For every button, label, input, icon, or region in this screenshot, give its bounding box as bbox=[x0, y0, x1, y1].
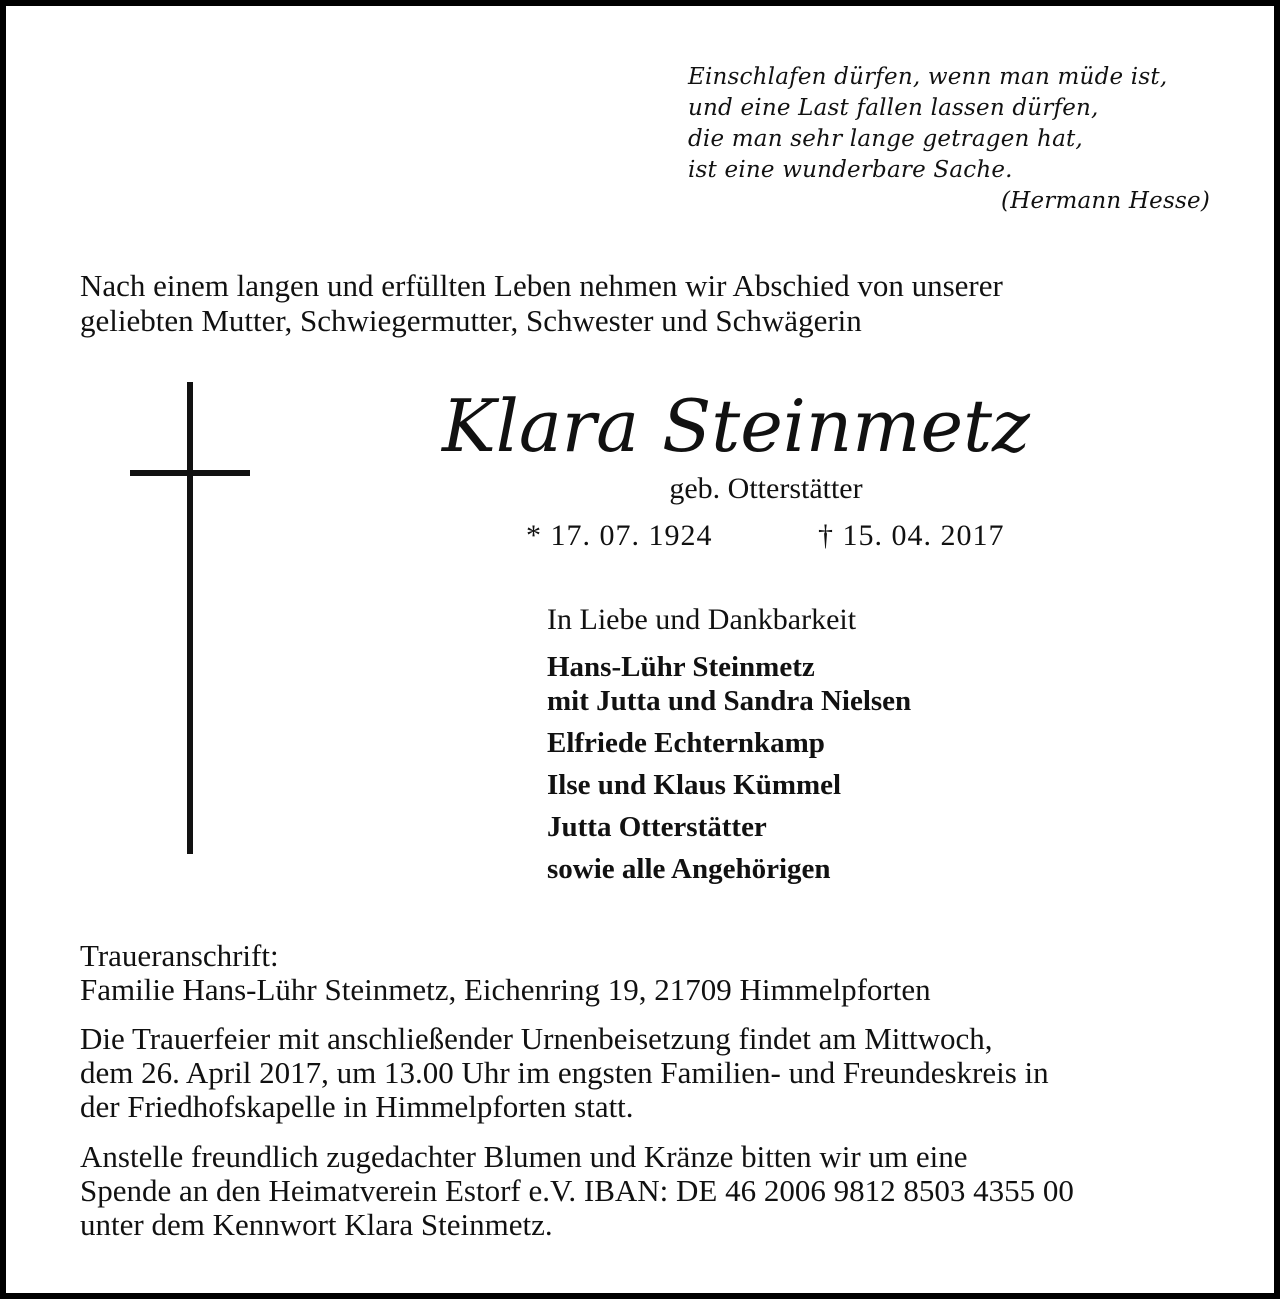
birth-name: geb. Otterstätter bbox=[669, 472, 863, 505]
cross-icon bbox=[130, 382, 250, 854]
donation-info bbox=[80, 1140, 1220, 1242]
mourners-lead: In Liebe und Dankbarkeit bbox=[547, 603, 857, 636]
address-label: Traueranschrift: bbox=[80, 938, 279, 973]
mourning-address bbox=[80, 939, 1220, 1007]
service-line: dem 26. April 2017, um 13.00 Uhr im engsten Familien- und Freundeskreis in bbox=[80, 1055, 1049, 1090]
donation-line: Anstelle freundlich zugedachter Blumen und Kränze bitten wir um eine bbox=[80, 1139, 968, 1174]
service-line: der Friedhofskapelle in Himmelpforten statt. bbox=[80, 1089, 634, 1124]
quote-line: die man sehr lange getragen hat, bbox=[688, 126, 1083, 152]
cross-horizontal-bar bbox=[130, 470, 250, 476]
deceased-name: Klara Steinmetz bbox=[442, 384, 1030, 468]
mourner-name: Hans-Lühr Steinmetz bbox=[547, 651, 815, 683]
intro-line: geliebten Mutter, Schwiegermutter, Schwester und Schwägerin bbox=[80, 303, 862, 338]
address-line: Familie Hans-Lühr Steinmetz, Eichenring 19, 21709 Himmelpforten bbox=[80, 972, 931, 1007]
death-date: † 15. 04. 2017 bbox=[818, 519, 1005, 552]
cross-vertical-bar bbox=[187, 382, 193, 854]
mourners-list bbox=[547, 603, 1147, 894]
funeral-service-info bbox=[80, 1022, 1220, 1124]
intro-text bbox=[80, 268, 1220, 338]
quote-line: ist eine wunderbare Sache. bbox=[688, 157, 1013, 183]
birth-date: * 17. 07. 1924 bbox=[526, 519, 713, 552]
intro-line: Nach einem langen und erfüllten Leben nehmen wir Abschied von unserer bbox=[80, 268, 1003, 303]
quote-author: (Hermann Hesse) bbox=[1001, 188, 1210, 214]
mourner-name: Jutta Otterstätter bbox=[547, 811, 767, 843]
donation-line: unter dem Kennwort Klara Steinmetz. bbox=[80, 1207, 553, 1242]
mourner-name: Elfriede Echternkamp bbox=[547, 727, 825, 759]
donation-line: Spende an den Heimatverein Estorf e.V. IBAN: DE 46 2006 9812 8503 4355 00 bbox=[80, 1173, 1074, 1208]
mourner-name: Ilse und Klaus Kümmel bbox=[547, 769, 842, 801]
hesse-quote bbox=[688, 62, 1218, 217]
quote-line: und eine Last fallen lassen dürfen, bbox=[688, 95, 1099, 121]
service-line: Die Trauerfeier mit anschließender Urnenbeisetzung findet am Mittwoch, bbox=[80, 1021, 993, 1056]
mourner-name: mit Jutta und Sandra Nielsen bbox=[547, 685, 912, 717]
quote-line: Einschlafen dürfen, wenn man müde ist, bbox=[688, 64, 1168, 90]
mourner-name: sowie alle Angehörigen bbox=[547, 853, 831, 885]
